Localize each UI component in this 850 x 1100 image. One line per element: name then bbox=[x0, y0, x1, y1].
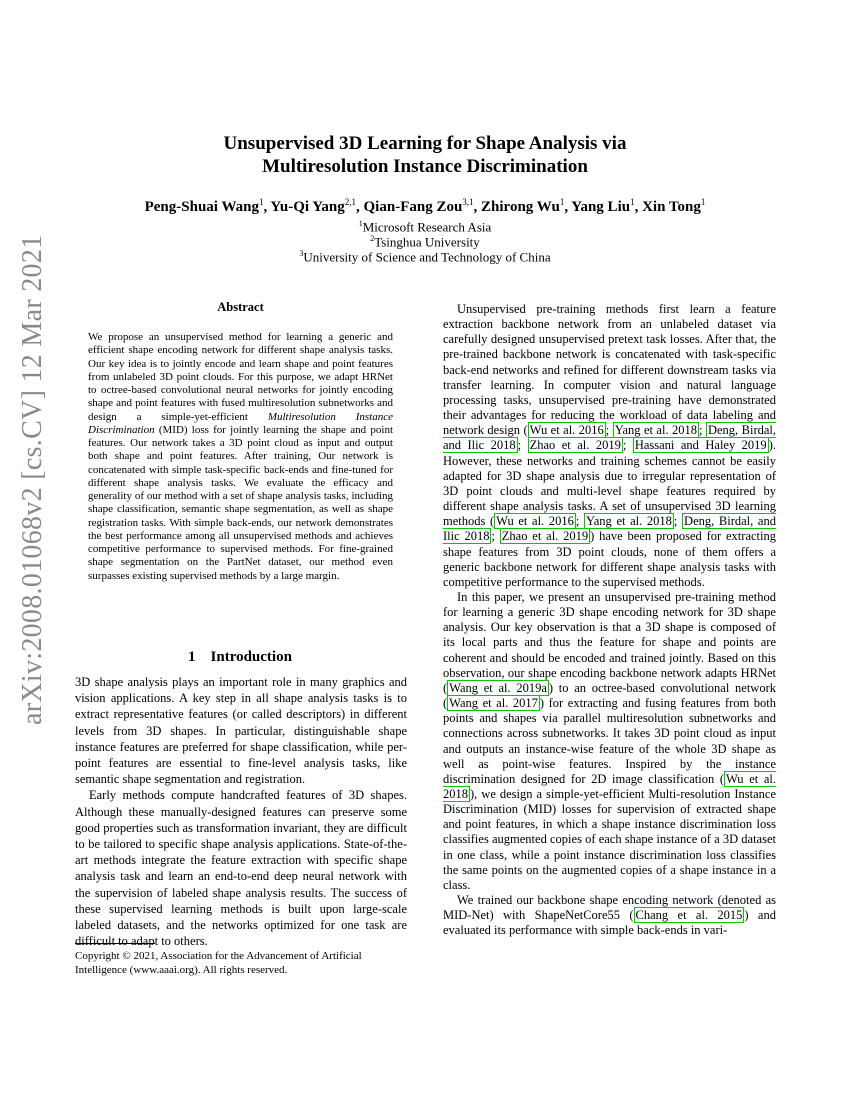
text: ) have been proposed for extracting shape features from 3D point clouds, none of them offers a generic backbone network for different shape analysis tasks with competitive performance to the supervised methods. bbox=[443, 529, 776, 589]
paragraph: 3D shape analysis plays an important role in many graphics and vision applications. A key step in all shape analysis tasks is to extract representative features (or called descriptors) in different levels from 3D shapes. In particular, distinguishable shape instance features are preferred for shape classification, while per-point features are essential to fine-level analysis tasks, like semantic shape segmentation and registration. bbox=[75, 675, 407, 787]
text: ; bbox=[605, 423, 613, 438]
citation-link[interactable]: Deng, Birdal, and Ilic 2018 bbox=[443, 423, 777, 453]
citation-link[interactable]: Wu et al. 2018 bbox=[443, 771, 776, 801]
author-affil-sup: 3,1 bbox=[462, 197, 474, 207]
author-separator: , bbox=[564, 199, 572, 215]
right-column-body bbox=[443, 302, 776, 939]
text: ) and evaluated its performance with simple back-ends in vari- bbox=[443, 908, 776, 938]
paper-title bbox=[150, 132, 700, 178]
text: ), we design a simple-yet-efficient Multi-resolution Instance Discrimination (MID) losses for supervision of extracted shape and point features, in which a shape instance discrimination loss classifies augmented copies of each shape instance of a 3D dataset in one class, while a point instance discrimination loss classifies the same points on the augmented copies of a shape instance in a class. bbox=[443, 787, 776, 892]
affiliation-3 bbox=[200, 246, 650, 264]
text: ) to an octree-based convolutional network ( bbox=[443, 680, 776, 711]
text: ; bbox=[622, 438, 633, 453]
left-column-body bbox=[75, 674, 407, 949]
affiliation-sup: 1 bbox=[358, 219, 363, 228]
author-name: Zhirong Wu bbox=[481, 199, 560, 215]
citation-link[interactable]: Yang et al. 2018 bbox=[585, 514, 672, 529]
author-list bbox=[75, 192, 775, 217]
author-separator: , bbox=[263, 199, 271, 215]
citation-link[interactable]: Zhao et al. 2019 bbox=[529, 438, 621, 453]
citation-link[interactable]: Hassani and Haley 2019 bbox=[634, 438, 767, 453]
abstract-emphasis: Multiresolution Instance Discrimination bbox=[88, 410, 393, 436]
author-affil-sup: 1 bbox=[559, 197, 565, 207]
author-affil-sup: 1 bbox=[700, 197, 706, 207]
paragraph: Early methods compute handcrafted features of 3D shapes. Although these manually-designed features can preserve some good properties such as transformation invariant, they are difficult to be tailored to specific shape analysis applications. State-of-the-art methods integrate the feature extraction with specific shape analysis task and learn an end-to-end deep neural network with the supervision of labeled shape analysis results. The success of these supervised learning methods is built upon large-scale labeled datasets, and the networks optimized for one task are difficult to adapt to others. bbox=[75, 788, 407, 949]
author-separator: , bbox=[473, 199, 482, 215]
title-line-2: Multiresolution Instance Discrimination bbox=[262, 156, 588, 177]
text: Unsupervised pre-training methods first learn a feature extraction backbone network from an unlabeled dataset via carefully designed unsupervised pretext task losses. After that, the pre-trained backbone network is concatenated with task-specific back-end networks and refined for different downstream tasks via transfer learning. In computer vision and natural language processing tasks, unsupervised pre-training have demonstrated their advantages for reducing the workload of data labeling and network design ( bbox=[443, 302, 776, 438]
title-line-1: Unsupervised 3D Learning for Shape Analysis via bbox=[223, 133, 627, 154]
citation-link[interactable]: Wang et al. 2017 bbox=[449, 696, 538, 711]
paragraph bbox=[443, 893, 776, 938]
section-heading-introduction bbox=[75, 649, 405, 666]
section-number: 1 bbox=[188, 649, 196, 665]
author-affil-sup: 1 bbox=[258, 197, 264, 207]
abstract-text: (MID) loss for jointly learning the shape and point features. Our network takes a 3D point cloud as input and output both shape and point features. After training, Our network is concatenated with simple task-specific back-ends and fine-tuned for different shape analysis tasks. We evaluate the efficacy and generality of our method with a set of shape analysis tasks, including shape classification, semantic shape segmentation, as well as shape registration tasks. With simple back-ends, our network demonstrates the best performance among all unsupervised methods and achieves competitive performance to supervised methods. For fine-grained shape segmentation on the PartNet dataset, our method even surpasses existing supervised methods by a large margin. bbox=[88, 423, 393, 582]
citation-link[interactable]: Chang et al. 2015 bbox=[635, 908, 743, 923]
text: In this paper, we present an unsupervised pre-training method for learning a generic 3D shape encoding network for 3D shape analysis. Our key observation is that a 3D shape is composed of its local parts and thus the feature for shape and points are coherent and should be encoded and trained jointly. Based on this observation, our shape encoding backbone network adapts HRNet ( bbox=[443, 589, 776, 695]
author-affil-sup: 1 bbox=[630, 197, 635, 207]
affiliation-sup: 3 bbox=[299, 249, 304, 258]
paragraph bbox=[443, 590, 776, 893]
affiliation-name: Microsoft Research Asia bbox=[362, 219, 492, 235]
citation-link[interactable]: Zhao et al. 2019 bbox=[501, 529, 589, 544]
abstract-heading: Abstract bbox=[217, 300, 264, 314]
author-name: Qian-Fang Zou bbox=[363, 199, 463, 215]
affiliation-sup: 2 bbox=[370, 234, 375, 243]
abstract-body bbox=[88, 331, 393, 583]
citation-link[interactable]: Wang et al. 2019a bbox=[449, 680, 547, 695]
arxiv-stamp[interactable]: arXiv:2008.01068v2 [cs.CV] 12 Mar 2021 bbox=[17, 234, 48, 725]
paragraph bbox=[443, 302, 776, 590]
abstract-text: We propose an unsupervised method for learning a generic and efficient shape encoding network for different shape analysis tasks. Our key idea is to jointly encode and learn shape and point features from unlabeled 3D point clouds. For this purpose, we adapt HRNet to octree-based convolutional neural networks for jointly encoding shape and point features with fused multiresolution subnetworks and design a simple-yet-efficient bbox=[88, 331, 393, 423]
copyright-notice: Copyright © 2021, Association for the Advancement of Artificial Intelligence (www.aaai.org). All rights reserved. bbox=[75, 950, 362, 976]
text: ; bbox=[517, 438, 528, 453]
text: ; bbox=[575, 514, 584, 529]
text: ; bbox=[699, 423, 706, 438]
text: ; bbox=[491, 529, 500, 544]
text: ). However, these networks and training schemes cannot be easily adapted for 3D shape analysis due to irregular representation of 3D point clouds and multi-level shape features required by different shape analysis tasks. A set of unsupervised 3D learning methods ( bbox=[443, 438, 776, 529]
citation-link[interactable]: Yang et al. 2018 bbox=[614, 423, 698, 438]
affiliation-name: University of Science and Technology of China bbox=[303, 249, 551, 265]
text: ) for extracting and fusing features from both points and shapes via parallel multiresolution subnetworks and connections across subnetworks. It takes 3D point cloud as input and outputs an instance-wise feature of the whole 3D shape as well as point-wise features. Inspired by the instance discrimination designed for 2D image classification ( bbox=[443, 696, 776, 786]
text: We trained our backbone shape encoding network (denoted as MID-Net) with ShapeNetCore55 ( bbox=[443, 893, 776, 923]
author-separator: , bbox=[634, 199, 643, 215]
text: ; bbox=[673, 514, 683, 529]
author-name: Xin Tong bbox=[642, 199, 701, 215]
footnote-rule bbox=[75, 943, 155, 944]
author-name: Yu-Qi Yang bbox=[270, 199, 345, 215]
affiliation-name: Tsinghua University bbox=[374, 234, 480, 250]
author-separator: , bbox=[356, 199, 364, 215]
citation-link[interactable]: Wu et al. 2016 bbox=[496, 514, 574, 529]
citation-link[interactable]: Wu et al. 2016 bbox=[529, 423, 604, 438]
author-affil-sup: 2,1 bbox=[344, 197, 357, 207]
author-name: Yang Liu bbox=[571, 199, 631, 215]
author-name: Peng-Shuai Wang bbox=[144, 199, 259, 215]
section-title: Introduction bbox=[210, 649, 292, 665]
citation-link[interactable]: Deng, Birdal, and Ilic 2018 bbox=[443, 514, 776, 544]
